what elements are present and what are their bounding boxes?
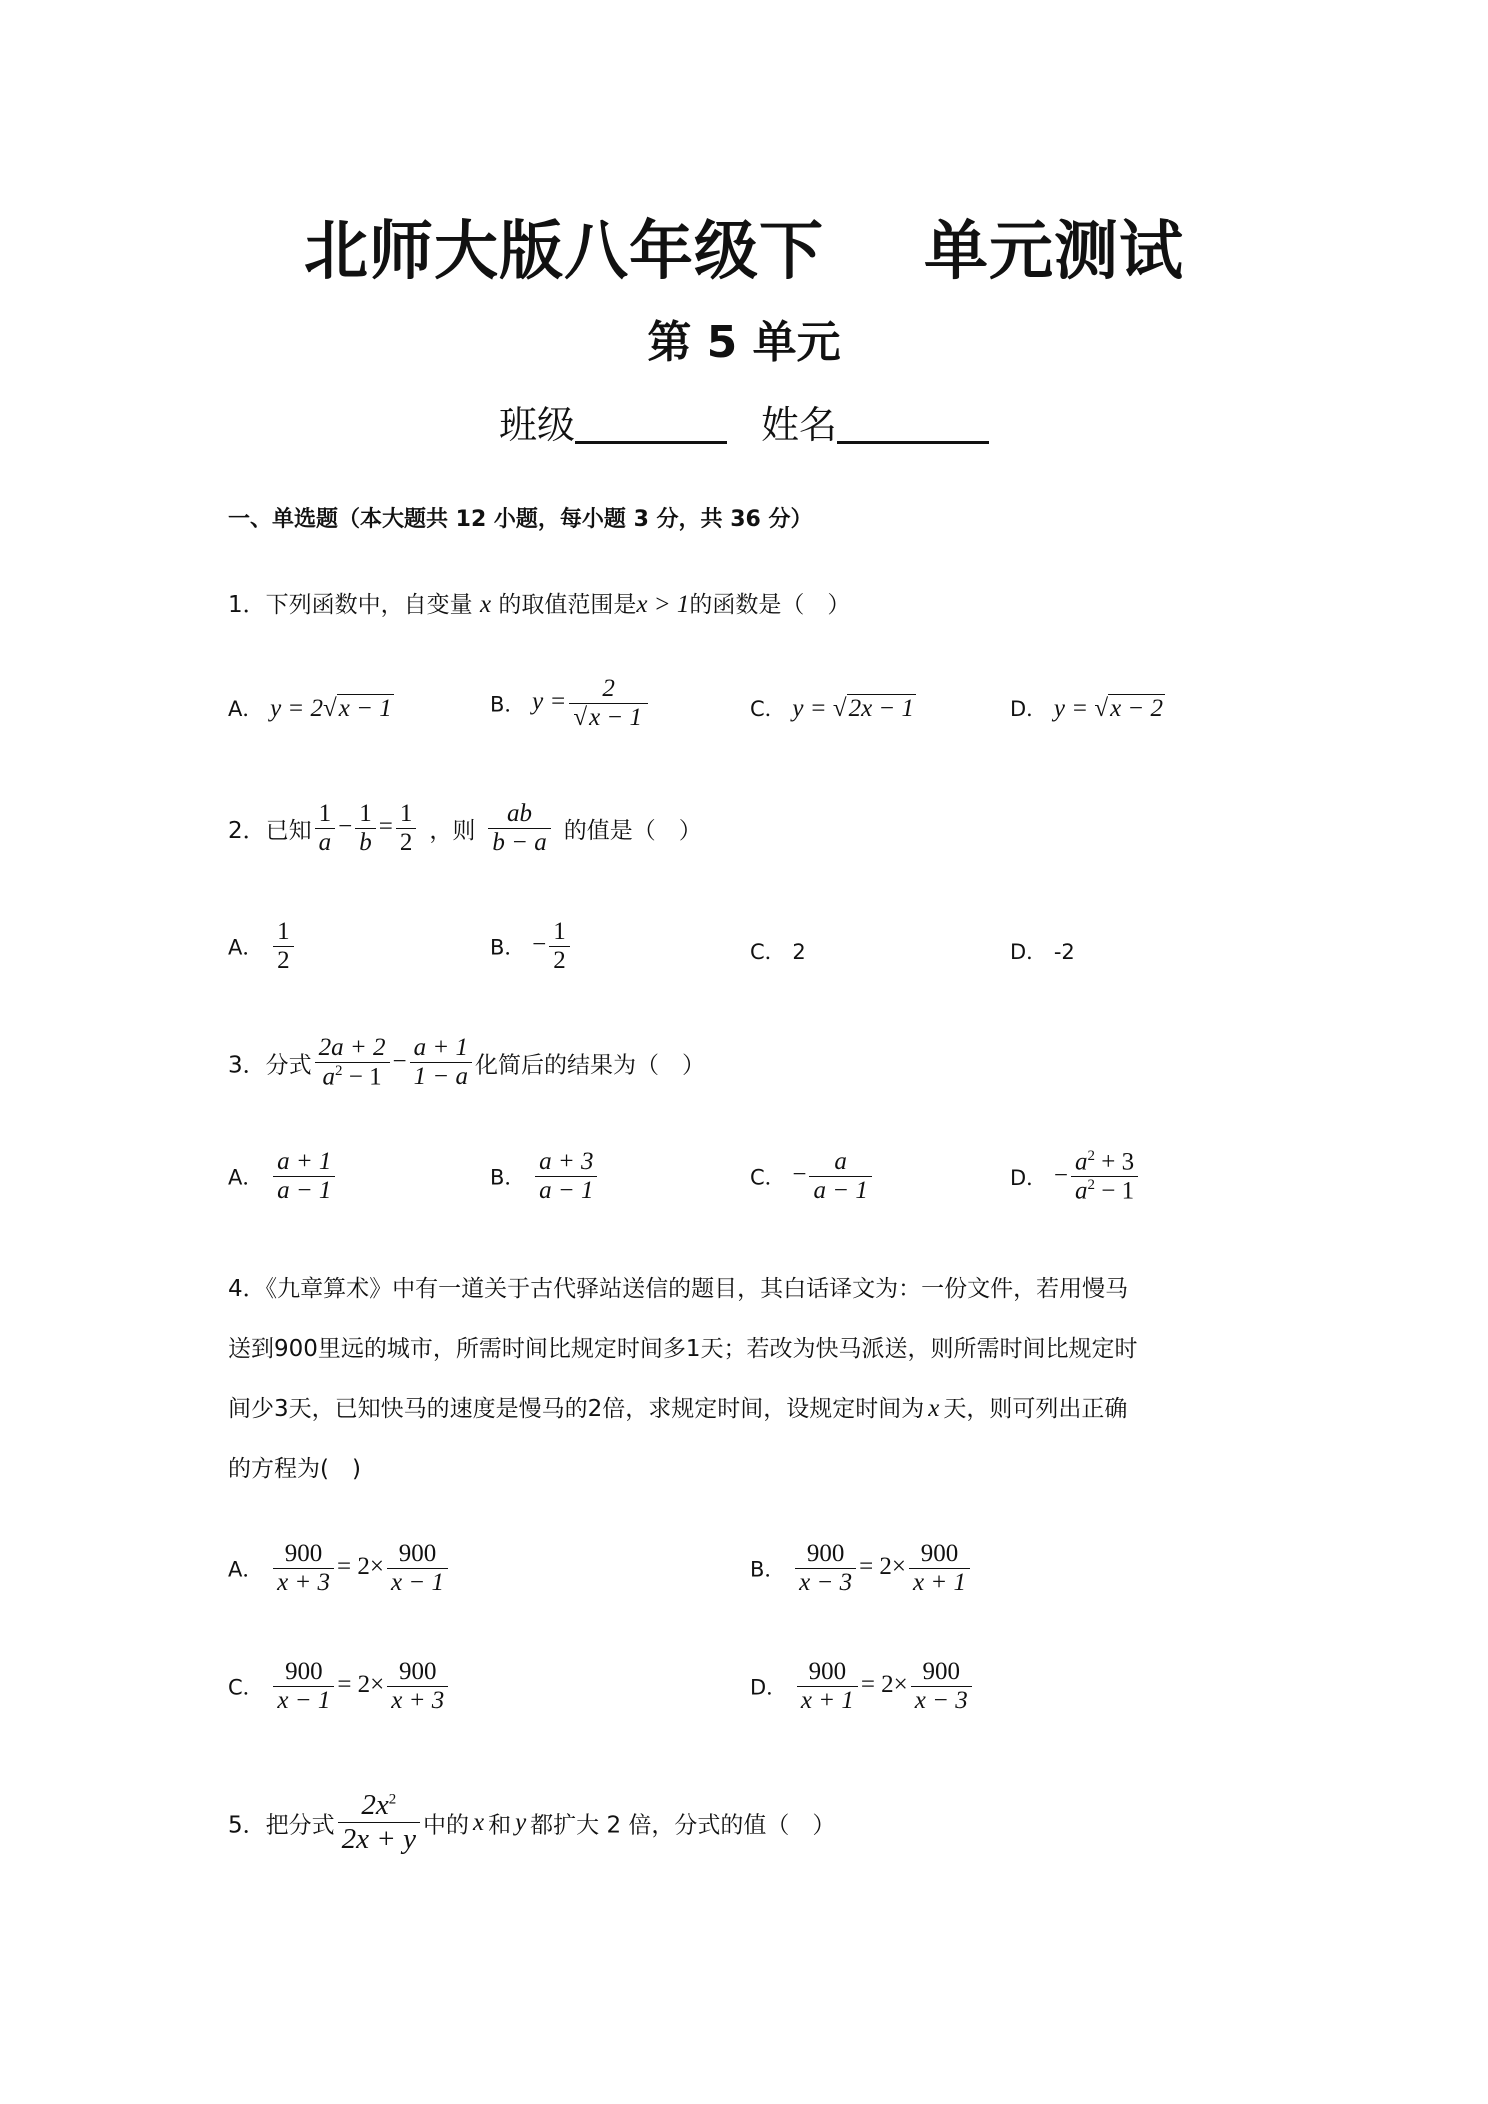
option-label: B． xyxy=(490,692,526,717)
q1-option-d[interactable]: D． y = √x − 2 xyxy=(1010,695,1164,722)
q3c-sign: − xyxy=(792,1161,807,1189)
q3-stem-suffix: 化简后的结果为（ ） xyxy=(475,1052,705,1079)
q2-stem-mid: ，则 xyxy=(429,818,476,845)
q2b-num: 1 xyxy=(553,918,566,945)
q4d-mid: = 2× xyxy=(860,1671,908,1699)
q4a-right-num: 900 xyxy=(398,1540,437,1567)
q4-line-3-b: 天，则可列出正确 xyxy=(943,1396,1128,1422)
q3d-den-rest: − 1 xyxy=(1094,1177,1135,1205)
q3-option-b[interactable] xyxy=(490,1148,600,1205)
question-1 xyxy=(228,586,850,619)
q4c-left-num: 900 xyxy=(285,1658,323,1685)
q4c-right-num: 900 xyxy=(399,1658,437,1685)
option-label: D． xyxy=(750,1675,788,1700)
q4c-left-den: x − 1 xyxy=(273,1686,334,1716)
q4b-left-den: x − 3 xyxy=(795,1568,856,1598)
q4-line-4: 的方程为( ) xyxy=(228,1456,361,1482)
q2-eq: = xyxy=(378,813,393,841)
q2-f4-num: ab xyxy=(507,800,533,827)
q4d-left-den: x + 1 xyxy=(797,1686,858,1716)
q4a-left-num: 900 xyxy=(284,1540,323,1567)
q2-option-b[interactable] xyxy=(490,918,573,975)
q3a-num: a + 1 xyxy=(277,1148,332,1175)
q5-stem-mid2: 和 xyxy=(488,1812,512,1839)
q4b-mid: = 2× xyxy=(859,1553,907,1581)
q2-stem-prefix: 2．已知 xyxy=(228,818,312,845)
q4-var: x xyxy=(928,1395,940,1422)
q2-stem-suffix: 的值是（ ） xyxy=(563,818,702,845)
q3-option-d[interactable] xyxy=(1010,1148,1141,1206)
q2a-num: 1 xyxy=(277,918,290,945)
q1-stem-prefix: 1．下列函数中，自变量 xyxy=(228,592,473,618)
option-label: B． xyxy=(490,935,526,960)
q5-stem-prefix: 5．把分式 xyxy=(228,1812,335,1839)
page-title xyxy=(0,200,1488,292)
q1b-radicand: x − 1 xyxy=(589,703,643,731)
name-label: 姓名 xyxy=(761,403,838,447)
q1-cond: x > 1 xyxy=(636,591,690,618)
q4b-right-den: x + 1 xyxy=(909,1568,970,1598)
q2-f2-num: 1 xyxy=(359,800,372,827)
section-title: 一、单选题（本大题共 12 小题，每小题 3 分，共 36 分） xyxy=(228,507,813,532)
option-label: B． xyxy=(750,1557,786,1582)
q1d-pre: y = xyxy=(1053,695,1089,722)
q3-option-a[interactable] xyxy=(228,1148,338,1205)
q3c-num: a xyxy=(834,1148,847,1175)
q4a-mid: = 2× xyxy=(337,1553,384,1581)
q3b-den: a − 1 xyxy=(535,1176,597,1206)
q2d-value: -2 xyxy=(1053,940,1075,964)
class-blank[interactable] xyxy=(575,405,727,444)
q4-line-1: 4．《九章算术》中有一道关于古代驿站送信的题目，其白话译文为：一份文件，若用慢马 xyxy=(228,1276,1129,1302)
q3b-num: a + 3 xyxy=(539,1148,594,1175)
q1-var: x xyxy=(479,591,492,618)
q3-f1-den-rest: − 1 xyxy=(342,1062,382,1090)
q2c-value: 2 xyxy=(792,940,806,964)
q4c-right-den: x + 3 xyxy=(387,1686,448,1716)
q3-f1-num: 2a + 2 xyxy=(318,1034,386,1061)
q5-stem-suffix: 都扩大 2 倍，分式的值（ ） xyxy=(530,1812,836,1839)
q1-option-b[interactable]: B． y = $\frac{2}{√x - 1}$ xyxy=(490,675,651,732)
title-part2: 单元测试 xyxy=(924,215,1184,289)
option-label: C． xyxy=(750,940,786,964)
q2-option-d[interactable] xyxy=(1010,936,1075,966)
option-label: D． xyxy=(1010,940,1048,964)
q4d-right-num: 900 xyxy=(922,1658,961,1685)
q4c-mid: = 2× xyxy=(337,1671,385,1699)
q1-stem-suffix: 的函数是（ ） xyxy=(689,592,851,618)
option-label: A． xyxy=(228,1557,264,1582)
option-label: A． xyxy=(228,935,264,960)
q4-line-3-a: 间少3天，已知快马的速度是慢马的2倍，求规定时间，设规定时间为 xyxy=(228,1396,925,1422)
q3d-num-exp: 2 xyxy=(1087,1148,1095,1164)
option-label: C． xyxy=(750,1165,786,1190)
q2-f3-den: 2 xyxy=(396,828,417,858)
q2-minus: − xyxy=(338,813,353,841)
q4d-right-den: x − 3 xyxy=(911,1686,972,1716)
q3d-den-base: a xyxy=(1074,1177,1088,1205)
q1b-pre: y = xyxy=(532,688,567,716)
q3-f1-den-base: a xyxy=(322,1062,336,1090)
q4-line-2: 送到900里远的城市，所需时间比规定时间多1天；若改为快马派送，则所需时间比规定时 xyxy=(228,1336,1138,1362)
q1a-pre: y = 2 xyxy=(270,695,324,722)
q1-option-c[interactable]: C． y = √2x − 1 xyxy=(750,695,915,722)
option-label: D． xyxy=(1010,697,1048,721)
q2-option-a[interactable] xyxy=(228,918,297,975)
q5-den: 2x + y xyxy=(338,1822,420,1856)
class-label: 班级 xyxy=(498,403,575,447)
question-5 xyxy=(228,1790,835,1856)
q4-option-d[interactable] xyxy=(750,1658,975,1715)
unit-heading: 第 5 单元 xyxy=(647,317,841,368)
q3-minus: − xyxy=(392,1047,407,1075)
q1c-pre: y = xyxy=(792,695,827,722)
q1b-numerator: 2 xyxy=(602,675,615,702)
q1-stem-mid: 的取值范围是 xyxy=(498,592,637,618)
q2-f2-den: b xyxy=(355,828,376,858)
option-label: D． xyxy=(1010,1165,1048,1190)
q1d-radicand: x − 2 xyxy=(1110,695,1164,722)
q4a-left-den: x + 3 xyxy=(273,1568,334,1598)
q4-line-3 xyxy=(228,1390,1127,1423)
q3-f1-den-exp: 2 xyxy=(335,1062,343,1079)
q5-num-exp: 2 xyxy=(388,1791,397,1808)
q1-option-a[interactable]: A． y = 2√x − 1 xyxy=(228,695,392,722)
q2a-den: 2 xyxy=(273,946,294,976)
name-blank[interactable] xyxy=(837,405,989,444)
q3c-den: a − 1 xyxy=(809,1176,871,1206)
q3a-den: a − 1 xyxy=(273,1176,335,1206)
option-label: B． xyxy=(490,1165,526,1190)
q2-f3-num: 1 xyxy=(399,800,413,827)
q3-f2-den: 1 − a xyxy=(410,1062,472,1092)
q4-option-a[interactable] xyxy=(228,1540,451,1597)
q3d-sign: − xyxy=(1053,1161,1068,1189)
q2-option-c[interactable] xyxy=(750,936,806,966)
q3d-num-rest: + 3 xyxy=(1094,1148,1135,1176)
q3d-den-exp: 2 xyxy=(1087,1176,1095,1193)
option-label: C． xyxy=(228,1675,264,1700)
q2b-sign: − xyxy=(532,931,547,959)
q2b-den: 2 xyxy=(549,946,570,976)
q2-f1-num: 1 xyxy=(318,800,332,827)
option-label: A． xyxy=(228,697,264,721)
q1c-radicand: 2x − 1 xyxy=(848,695,915,722)
q4a-right-den: x − 1 xyxy=(387,1568,448,1598)
q3-option-c[interactable] xyxy=(750,1148,875,1205)
q5-var-y: y xyxy=(515,1809,527,1837)
q4-option-b[interactable] xyxy=(750,1540,973,1597)
q4d-left-num: 900 xyxy=(808,1658,847,1685)
q3-stem-prefix: 3．分式 xyxy=(228,1052,312,1079)
q2-f4-den: b − a xyxy=(488,828,550,858)
q1a-radicand: x − 1 xyxy=(338,695,392,722)
title-part1: 北师大版八年级下 xyxy=(304,215,824,289)
q3d-num-base: a xyxy=(1074,1148,1088,1176)
q4b-left-num: 900 xyxy=(806,1540,845,1567)
q5-var-x: x xyxy=(472,1809,485,1837)
option-label: A． xyxy=(228,1165,264,1190)
student-info-row xyxy=(0,394,1488,449)
option-label: C． xyxy=(750,697,786,721)
q4-option-c[interactable] xyxy=(228,1658,451,1715)
q5-stem-mid1: 中的 xyxy=(422,1812,469,1839)
question-2 xyxy=(228,800,702,857)
q3-f2-num: a + 1 xyxy=(413,1034,468,1062)
q4b-right-num: 900 xyxy=(920,1540,959,1567)
question-3 xyxy=(228,1034,705,1092)
q2-f1-den: a xyxy=(315,828,336,858)
q5-num-base: 2x xyxy=(361,1789,389,1821)
